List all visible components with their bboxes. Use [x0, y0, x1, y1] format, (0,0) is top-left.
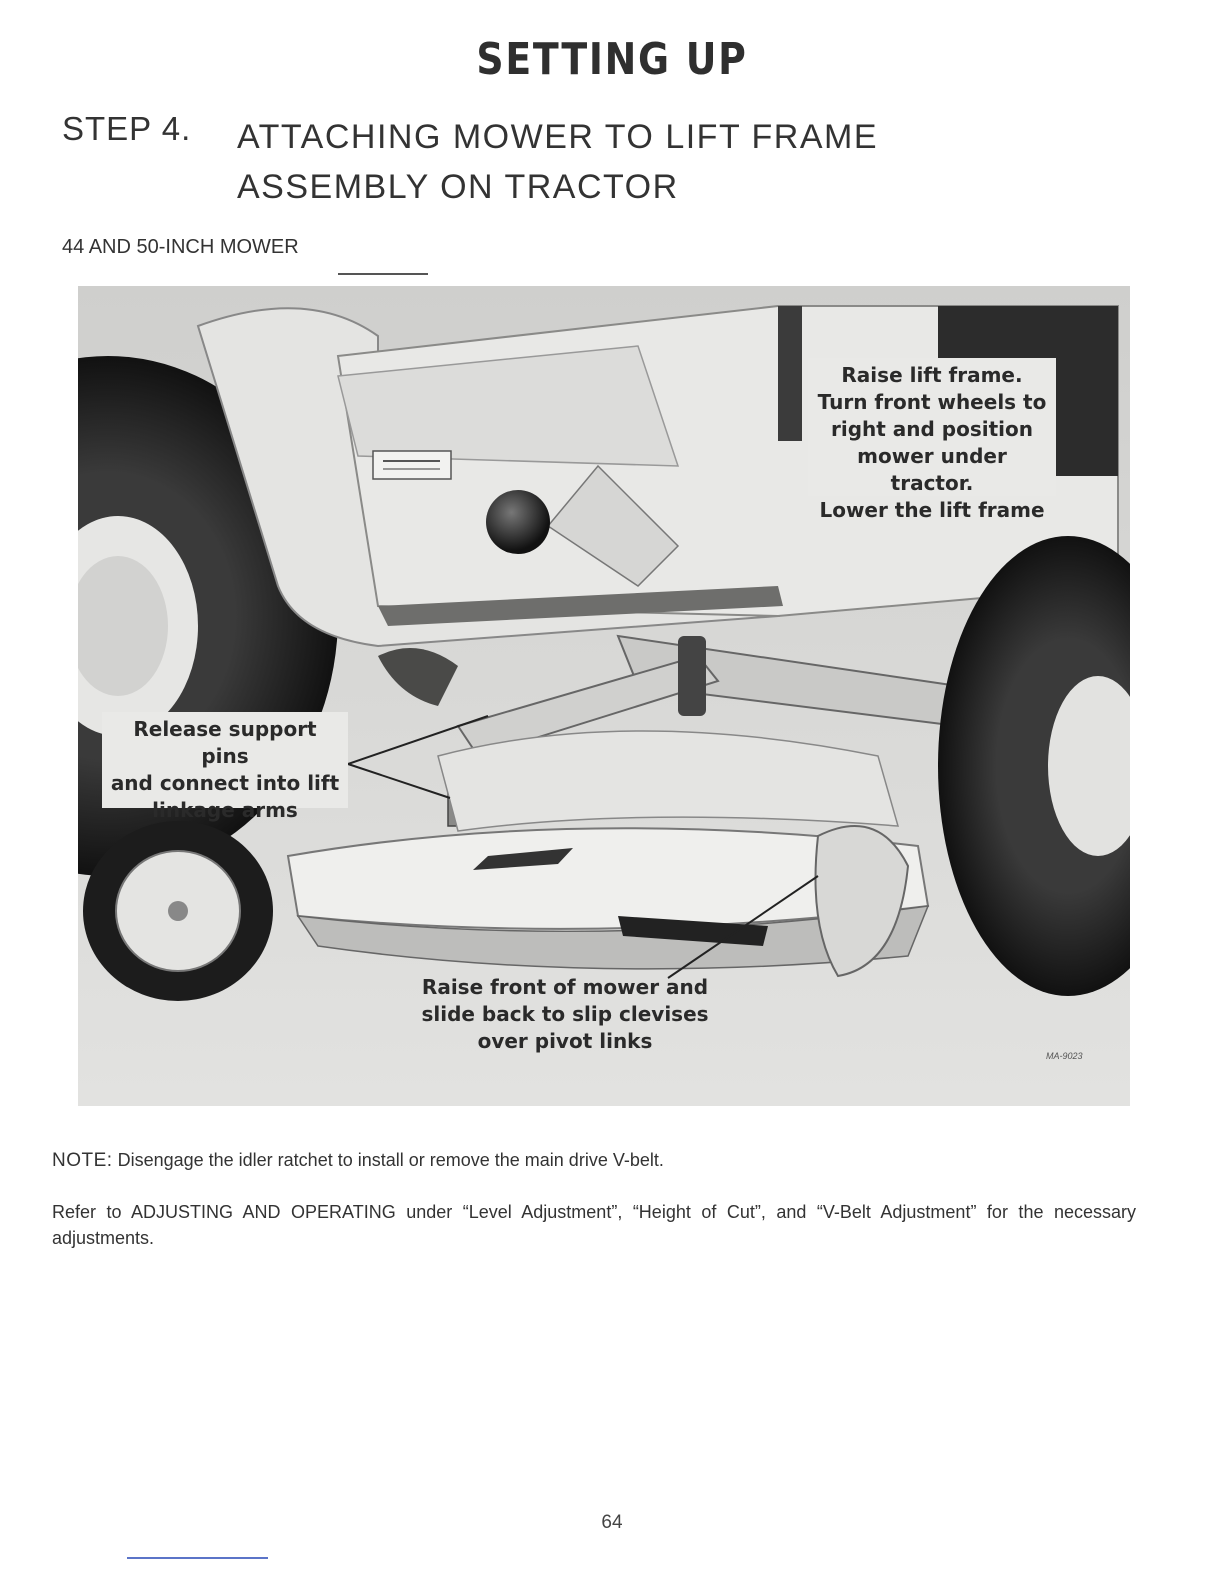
- step-number: STEP 4.: [62, 110, 192, 147]
- subheading-rule: [338, 273, 428, 275]
- refer-paragraph: Refer to ADJUSTING AND OPERATING under “Level Adjustment”, “Height of Cut”, and “V-Belt Adjustment” for the necessary adjustments.: [52, 1202, 1136, 1248]
- subheading: 44 AND 50-INCH MOWER: [62, 236, 299, 258]
- callout-raise-front-of-mower: [400, 970, 730, 1059]
- callout-line: and connect into lift: [110, 771, 340, 795]
- bottom-rule: [127, 1557, 268, 1559]
- callout-line: Lower the lift frame: [819, 498, 1045, 522]
- note-label: NOTE:: [52, 1150, 113, 1171]
- page-number: 64: [601, 1512, 623, 1533]
- note: [52, 1150, 664, 1172]
- callout-line: mower under tractor.: [857, 444, 1007, 495]
- callout-line: right and position: [830, 417, 1034, 441]
- callout-line: Raise front of mower and: [421, 975, 709, 999]
- callout-release-support-pins: [102, 712, 348, 822]
- callout-line: Release support pins: [133, 717, 317, 768]
- callout-line: slide back to slip clevises: [421, 1002, 709, 1026]
- step-title-line-2: ASSEMBLY ON TRACTOR: [237, 168, 679, 206]
- step-title-line-1: ATTACHING MOWER TO LIFT FRAME: [237, 118, 879, 156]
- step-title: [237, 112, 878, 212]
- figure-id: MA-9023: [1046, 1051, 1083, 1061]
- section-title: SETTING UP: [476, 34, 748, 85]
- callout-line: Raise lift frame.: [841, 363, 1023, 387]
- callout-line: linkage arms: [152, 798, 298, 822]
- lift-knob: [486, 490, 550, 554]
- callout-line: Turn front wheels to: [817, 390, 1047, 414]
- callout-raise-lift-frame: [808, 358, 1056, 522]
- note-text: Disengage the idler ratchet to install or remove the main drive V-belt.: [117, 1150, 664, 1170]
- callout-line: over pivot links: [477, 1029, 653, 1053]
- gauge-wheel: [83, 821, 273, 1001]
- tractor-mower-photo: [78, 286, 1130, 1106]
